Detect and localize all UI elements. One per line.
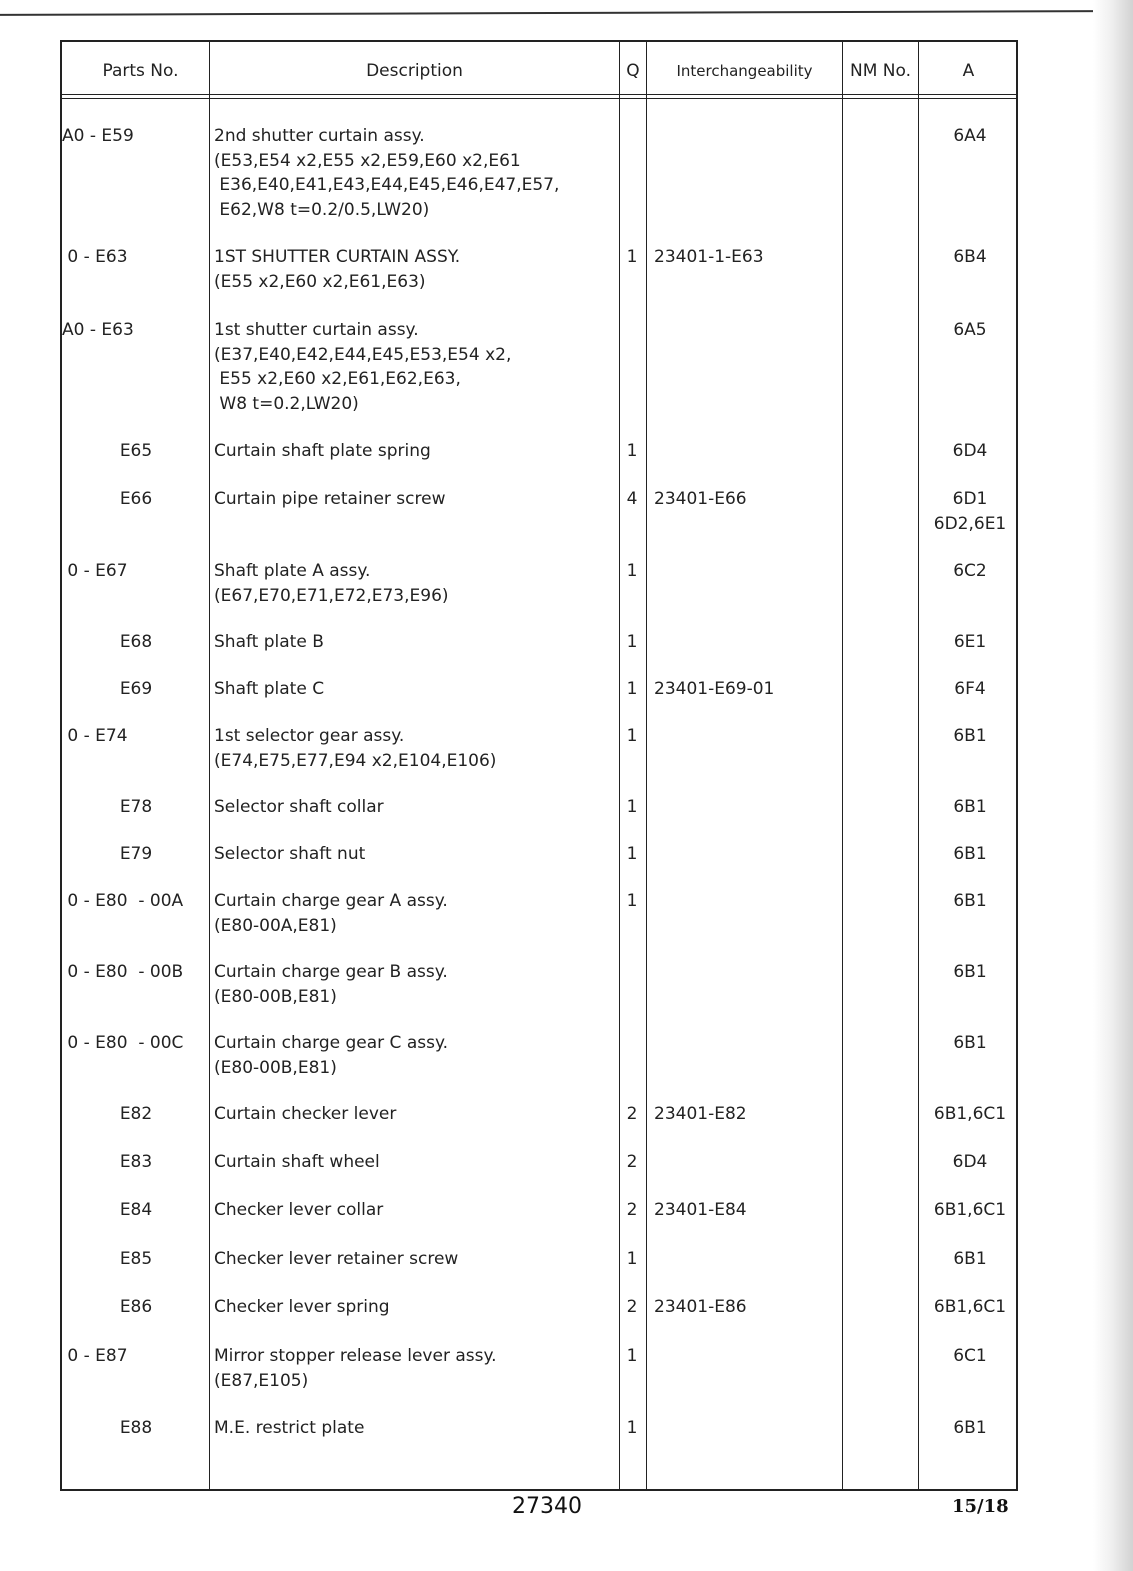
parts-no-cell: E86 xyxy=(119,1297,153,1317)
a-cell: 6D4 xyxy=(952,1152,988,1172)
scan-edge-shadow xyxy=(1093,0,1133,1571)
a-cell: 6B1 xyxy=(953,962,987,982)
quantity-cell: 1 xyxy=(626,1346,638,1366)
header-interchangeability: Interchangeability xyxy=(676,62,813,80)
description-cell: Mirror stopper release lever assy. (E87,E105) xyxy=(214,1346,497,1391)
top-rule xyxy=(0,10,1100,16)
a-cell: 6B4 xyxy=(953,247,987,267)
a-cell: 6B1,6C1 xyxy=(933,1104,1007,1124)
description-cell: 2nd shutter curtain assy. (E53,E54 x2,E55 x2,E59,E60 x2,E61 E36,E40,E41,E43,E44,E45,E46,E47,E57, E62,W8 t=0.2/0.5,LW20) xyxy=(214,126,560,220)
description-cell: Curtain shaft wheel xyxy=(214,1152,380,1172)
a-cell: 6B1 xyxy=(953,797,987,817)
col-divider xyxy=(842,42,843,1489)
description-cell: 1ST SHUTTER CURTAIN ASSY. (E55 x2,E60 x2,E61,E63) xyxy=(214,247,461,292)
parts-no-cell: E69 xyxy=(119,679,153,699)
quantity-cell: 2 xyxy=(626,1200,638,1220)
parts-no-cell: E78 xyxy=(119,797,153,817)
parts-no-cell: E85 xyxy=(119,1249,153,1269)
parts-no-cell: 0 - E63 xyxy=(62,247,128,267)
quantity-cell: 2 xyxy=(626,1152,638,1172)
parts-no-cell: E88 xyxy=(119,1418,153,1438)
quantity-cell: 1 xyxy=(626,561,638,581)
description-cell: Curtain charge gear A assy. (E80-00A,E81) xyxy=(214,891,448,936)
parts-no-cell: 0 - E80 - 00A xyxy=(62,891,184,911)
quantity-cell: 1 xyxy=(626,679,638,699)
a-cell: 6B1,6C1 xyxy=(933,1297,1007,1317)
a-cell: 6E1 xyxy=(953,632,987,652)
description-cell: M.E. restrict plate xyxy=(214,1418,365,1438)
header-rule xyxy=(62,94,1016,95)
parts-no-cell: E66 xyxy=(119,489,153,509)
a-cell: 6D4 xyxy=(952,441,988,461)
description-cell: Checker lever collar xyxy=(214,1200,384,1220)
a-cell: 6B1,6C1 xyxy=(933,1200,1007,1220)
header-q: Q xyxy=(626,61,640,81)
parts-no-cell: E65 xyxy=(119,441,153,461)
document-number: 27340 xyxy=(512,1494,582,1519)
interchangeability-cell: 23401-1-E63 xyxy=(654,247,764,267)
quantity-cell: 1 xyxy=(626,726,638,746)
description-cell: Checker lever spring xyxy=(214,1297,390,1317)
parts-table xyxy=(60,40,1018,1491)
quantity-cell: 1 xyxy=(626,632,638,652)
description-cell: 1st selector gear assy. (E74,E75,E77,E94 x2,E104,E106) xyxy=(214,726,497,771)
description-cell: Curtain pipe retainer screw xyxy=(214,489,446,509)
a-cell: 6A4 xyxy=(953,126,987,146)
description-cell: Curtain checker lever xyxy=(214,1104,397,1124)
a-cell: 6B1 xyxy=(953,1249,987,1269)
description-cell: 1st shutter curtain assy. (E37,E40,E42,E44,E45,E53,E54 x2, E55 x2,E60 x2,E61,E62,E63, W8 t=0.2,LW20) xyxy=(214,320,512,414)
quantity-cell: 4 xyxy=(626,489,638,509)
description-cell: Curtain shaft plate spring xyxy=(214,441,431,461)
parts-no-cell: A0 - E59 xyxy=(62,126,134,146)
quantity-cell: 1 xyxy=(626,891,638,911)
parts-no-cell: 0 - E80 - 00C xyxy=(62,1033,184,1053)
page-number: 15/18 xyxy=(952,1496,1009,1517)
a-cell: 6C2 xyxy=(953,561,987,581)
a-cell: 6B1 xyxy=(953,844,987,864)
table-header xyxy=(62,42,1016,95)
description-cell: Shaft plate A assy. (E67,E70,E71,E72,E73,E96) xyxy=(214,561,449,606)
a-cell: 6B1 xyxy=(953,891,987,911)
a-cell: 6B1 xyxy=(953,726,987,746)
quantity-cell: 2 xyxy=(626,1104,638,1124)
description-cell: Selector shaft collar xyxy=(214,797,384,817)
parts-no-cell: E82 xyxy=(119,1104,153,1124)
parts-no-cell: 0 - E74 xyxy=(62,726,128,746)
description-cell: Selector shaft nut xyxy=(214,844,366,864)
quantity-cell: 2 xyxy=(626,1297,638,1317)
interchangeability-cell: 23401-E82 xyxy=(654,1104,747,1124)
col-divider xyxy=(646,42,647,1489)
a-cell: 6D1 6D2,6E1 xyxy=(933,489,1007,534)
a-cell: 6B1 xyxy=(953,1033,987,1053)
interchangeability-cell: 23401-E66 xyxy=(654,489,747,509)
parts-no-cell: E84 xyxy=(119,1200,153,1220)
quantity-cell: 1 xyxy=(626,441,638,461)
interchangeability-cell: 23401-E69-01 xyxy=(654,679,775,699)
description-cell: Shaft plate C xyxy=(214,679,325,699)
quantity-cell: 1 xyxy=(626,247,638,267)
parts-no-cell: 0 - E87 xyxy=(62,1346,128,1366)
quantity-cell: 1 xyxy=(626,844,638,864)
a-cell: 6A5 xyxy=(953,320,987,340)
parts-no-cell: E83 xyxy=(119,1152,153,1172)
parts-no-cell: A0 - E63 xyxy=(62,320,134,340)
description-cell: Shaft plate B xyxy=(214,632,324,652)
col-divider xyxy=(918,42,919,1489)
a-cell: 6F4 xyxy=(954,679,986,699)
quantity-cell: 1 xyxy=(626,1249,638,1269)
parts-no-cell: E68 xyxy=(119,632,153,652)
header-description: Description xyxy=(366,61,463,81)
description-cell: Curtain charge gear C assy. (E80-00B,E81) xyxy=(214,1033,449,1078)
interchangeability-cell: 23401-E84 xyxy=(654,1200,747,1220)
description-cell: Curtain charge gear B assy. (E80-00B,E81) xyxy=(214,962,448,1007)
quantity-cell: 1 xyxy=(626,797,638,817)
parts-no-cell: 0 - E80 - 00B xyxy=(62,962,184,982)
a-cell: 6B1 xyxy=(953,1418,987,1438)
interchangeability-cell: 23401-E86 xyxy=(654,1297,747,1317)
header-parts-no: Parts No. xyxy=(102,61,179,81)
a-cell: 6C1 xyxy=(953,1346,987,1366)
parts-no-cell: E79 xyxy=(119,844,153,864)
header-nm-no: NM No. xyxy=(849,61,911,81)
parts-no-cell: 0 - E67 xyxy=(62,561,128,581)
quantity-cell: 1 xyxy=(626,1418,638,1438)
header-rule xyxy=(62,98,1016,99)
description-cell: Checker lever retainer screw xyxy=(214,1249,459,1269)
header-a: A xyxy=(962,61,975,81)
